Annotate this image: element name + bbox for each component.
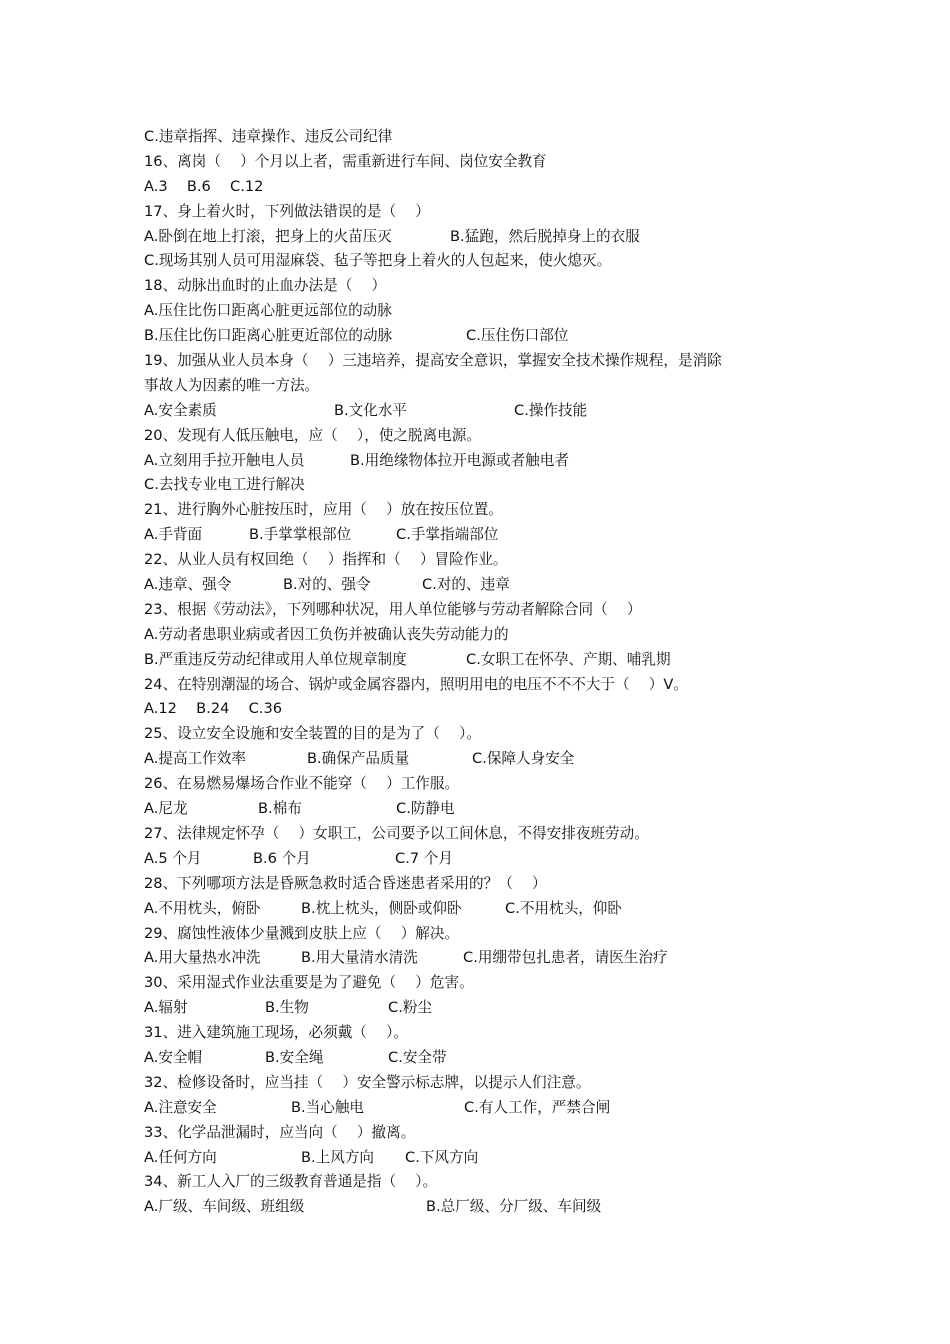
text-line	[144, 1096, 824, 1121]
option-text: B.生物	[265, 999, 309, 1017]
text-line	[144, 424, 824, 449]
text-line	[144, 249, 824, 274]
text-line	[144, 772, 824, 797]
text-line	[144, 697, 824, 722]
text-line	[144, 573, 824, 598]
text-line	[144, 673, 824, 698]
line-text: B.严重违反劳动纪律或用人单位规章制度	[144, 650, 407, 668]
line-text: A.违章、强令	[144, 576, 232, 594]
text-line	[144, 225, 824, 250]
line-text: 31、进入建筑施工现场，必须戴（ ）。	[144, 1024, 409, 1042]
option-text: B.棉布	[258, 800, 302, 818]
text-line	[144, 1170, 824, 1195]
text-line	[144, 872, 824, 897]
text-line	[144, 125, 824, 150]
line-text: 事故人为因素的唯一方法。	[144, 376, 320, 394]
text-line	[144, 623, 824, 648]
option-text: B.上风方向	[301, 1148, 375, 1166]
line-text: A.卧倒在地上打滚，把身上的火苗压灭	[144, 227, 392, 245]
text-line	[144, 897, 824, 922]
option-text: B.安全绳	[265, 1048, 324, 1066]
option-text: C.对的、违章	[422, 576, 510, 594]
text-line	[144, 299, 824, 324]
line-text: 28、下列哪项方法是昏厥急救时适合昏迷患者采用的？（ ）	[144, 874, 547, 892]
line-text: 25、设立安全设施和安全装置的目的是为了（ ）。	[144, 725, 481, 743]
line-text: A.安全素质	[144, 401, 217, 419]
text-line	[144, 1046, 824, 1071]
text-line	[144, 971, 824, 996]
option-text: C.不用枕头，仰卧	[505, 899, 622, 917]
option-text: C.下风方向	[405, 1148, 479, 1166]
option-text: C.压住伤口部位	[466, 327, 569, 345]
line-text: A.厂级、车间级、班组级	[144, 1198, 305, 1216]
line-text: 16、离岗（ ）个月以上者，需重新进行车间、岗位安全教育	[144, 152, 547, 170]
text-line	[144, 996, 824, 1021]
line-text: A.尼龙	[144, 800, 188, 818]
text-line	[144, 449, 824, 474]
text-line	[144, 797, 824, 822]
text-line	[144, 498, 824, 523]
text-line	[144, 747, 824, 772]
line-text: 29、腐蚀性液体少量溅到皮肤上应（ ）解决。	[144, 924, 460, 942]
line-text: A.手背面	[144, 526, 203, 544]
line-text: A.辐射	[144, 999, 188, 1017]
text-line	[144, 374, 824, 399]
line-text: C.现场其别人员可用湿麻袋、毡子等把身上着火的人包起来，使火熄灭。	[144, 252, 612, 270]
text-line	[144, 349, 824, 374]
option-text: B.总厂级、分厂级、车间级	[426, 1198, 602, 1216]
line-text: 22、从业人员有权回绝（ ）指挥和（ ）冒险作业。	[144, 551, 508, 569]
option-text: C.有人工作，严禁合闸	[464, 1098, 611, 1116]
option-text: B.确保产品质量	[307, 750, 410, 768]
option-text: C.手掌指端部位	[396, 526, 499, 544]
text-line	[144, 1121, 824, 1146]
text-line	[144, 399, 824, 424]
option-text: C.安全带	[388, 1048, 447, 1066]
line-text: A.3 B.6 C.12	[144, 177, 264, 195]
text-line	[144, 473, 824, 498]
line-text: 30、采用湿式作业法重要是为了避免（ ）危害。	[144, 974, 474, 992]
line-text: A.12 B.24 C.36	[144, 700, 283, 718]
option-text: C.7 个月	[395, 849, 453, 867]
text-line	[144, 324, 824, 349]
option-text: C.防静电	[396, 800, 455, 818]
line-text: C.违章指挥、违章操作、违反公司纪律	[144, 128, 393, 145]
option-text: C.操作技能	[514, 401, 588, 419]
text-line	[144, 200, 824, 225]
text-line	[144, 175, 824, 200]
line-text: A.注意安全	[144, 1098, 217, 1116]
line-text: 17、身上着火时，下列做法错误的是（ ）	[144, 202, 430, 220]
text-line	[144, 150, 824, 175]
line-text: 21、进行胸外心脏按压时，应用（ ）放在按压位置。	[144, 501, 503, 519]
line-text: 18、动脉出血时的止血办法是（ ）	[144, 277, 387, 295]
line-text: 24、在特别潮湿的场合、锅炉或金属容器内，照明用电的电压不不不大于（ ）V。	[144, 675, 688, 693]
text-line	[144, 274, 824, 299]
option-text: C.用绷带包扎患者，请医生治疗	[463, 949, 668, 967]
line-text: A.提高工作效率	[144, 750, 246, 768]
text-line	[144, 648, 824, 673]
option-text: C.粉尘	[388, 999, 433, 1017]
text-line	[144, 1021, 824, 1046]
line-text: B.压住比伤口距离心脏更近部位的动脉	[144, 327, 393, 345]
text-line	[144, 1071, 824, 1096]
option-text: B.猛跑，然后脱掉身上的衣服	[450, 227, 640, 245]
line-text: A.用大量热水冲洗	[144, 949, 261, 967]
text-line	[144, 598, 824, 623]
option-text: B.用绝缘物体拉开电源或者触电者	[350, 451, 569, 469]
line-text: A.劳动者患职业病或者因工负伤并被确认丧失劳动能力的	[144, 625, 509, 643]
text-line	[144, 523, 824, 548]
line-text: 33、化学品泄漏时，应当向（ ）撤离。	[144, 1123, 416, 1141]
line-text: 26、在易燃易爆场合作业不能穿（ ）工作服。	[144, 775, 460, 793]
line-text: 34、新工人入厂的三级教育普通是指（ ）。	[144, 1173, 438, 1191]
question-text-block	[144, 125, 824, 1220]
option-text: B.文化水平	[334, 401, 408, 419]
text-line	[144, 1195, 824, 1220]
option-text: B.用大量清水清洗	[301, 949, 418, 967]
option-text: B.手掌掌根部位	[249, 526, 352, 544]
text-line	[144, 1146, 824, 1171]
option-text: B.当心触电	[291, 1098, 365, 1116]
line-text: A.安全帽	[144, 1048, 203, 1066]
line-text: 19、加强从业人员本身（ ）三违培养，提高安全意识，掌握安全技术操作规程，是消除	[144, 352, 722, 370]
line-text: A.任何方向	[144, 1148, 217, 1166]
text-line	[144, 822, 824, 847]
text-line	[144, 847, 824, 872]
text-line	[144, 548, 824, 573]
line-text: A.5 个月	[144, 849, 202, 867]
text-line	[144, 922, 824, 947]
line-text: 32、检修设备时，应当挂（ ）安全警示标志牌，以提示人们注意。	[144, 1073, 591, 1091]
option-text: B.对的、强令	[283, 576, 371, 594]
line-text: A.不用枕头，俯卧	[144, 899, 261, 917]
line-text: C.去找专业电工进行解决	[144, 476, 305, 494]
option-text: C.保障人身安全	[472, 750, 575, 768]
line-text: 27、法律规定怀孕（ ）女职工，公司要予以工间休息，不得安排夜班劳动。	[144, 824, 649, 842]
text-line	[144, 946, 824, 971]
line-text: 20、发现有人低压触电，应（ ），使之脱离电源。	[144, 426, 481, 444]
line-text: 23、根据《劳动法》，下列哪种状况，用人单位能够与劳动者解除合同（ ）	[144, 600, 642, 618]
text-line	[144, 722, 824, 747]
option-text: B.枕上枕头，侧卧或仰卧	[301, 899, 462, 917]
option-text: C.女职工在怀孕、产期、哺乳期	[466, 650, 671, 668]
option-text: B.6 个月	[253, 849, 311, 867]
line-text: A.压住比伤口距离心脏更远部位的动脉	[144, 302, 392, 320]
line-text: A.立刻用手拉开触电人员	[144, 451, 305, 469]
